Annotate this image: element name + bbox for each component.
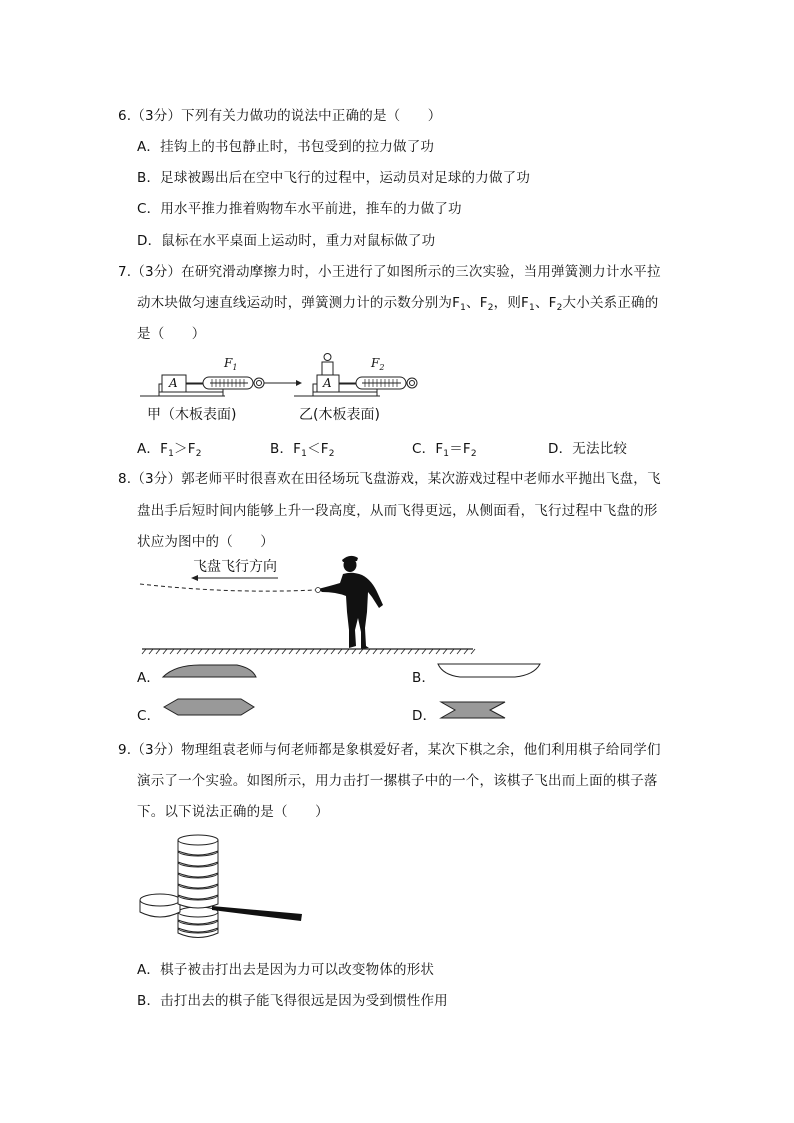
q6-option-b[interactable]: B．足球被踢出后在空中飞行的过程中，运动员对足球的力做了功 <box>137 170 531 186</box>
block-a-2-label: A <box>323 376 332 390</box>
frisbee-direction-label: 飞盘飞行方向 <box>193 559 277 575</box>
q7-stem-line2: 动木块做匀速直线运动时，弹簧测力计的示数分别为$F_1$、$F_2$，则$F_1$、$F_2$大小关系正确的 <box>137 295 659 313</box>
caption-jia: 甲（木板表面) <box>147 407 237 423</box>
q8-option-d[interactable]: D． <box>412 708 437 724</box>
q6-option-a[interactable]: A．挂钩上的书包静止时，书包受到的拉力做了功 <box>137 139 435 155</box>
q8-option-b[interactable]: B． <box>412 670 436 686</box>
f2-label: $F_2$ <box>371 356 385 372</box>
q9-stem-line3: 下。以下说法正确的是（ ） <box>137 804 329 820</box>
block-a-1-label: A <box>169 376 178 390</box>
q6-option-c[interactable]: C．用水平推力推着购物车水平前进，推车的力做了功 <box>137 201 462 217</box>
chess-stack <box>140 835 218 938</box>
q7-option-a[interactable]: A．$F_1>F_2$ <box>137 441 202 459</box>
hitting-stick <box>212 906 302 921</box>
caption-yi: 乙(木板表面) <box>299 407 380 423</box>
q6-stem: 6.（3分）下列有关力做功的说法中正确的是（ ） <box>118 108 442 124</box>
q6-option-d[interactable]: D．鼠标在水平桌面上运动时，重力对鼠标做了功 <box>137 233 436 249</box>
q9-option-a[interactable]: A．棋子被击打出去是因为力可以改变物体的形状 <box>137 962 435 978</box>
q7-stem-line1: 7.（3分）在研究滑动摩擦力时，小王进行了如图所示的三次实验，当用弹簧测力计水平拉 <box>118 264 661 280</box>
q8-option-a[interactable]: A． <box>137 670 161 686</box>
q8-stem-line1: 8.（3分）郭老师平时很喜欢在田径场玩飞盘游戏，某次游戏过程中老师水平抛出飞盘，飞 <box>118 471 661 487</box>
q7-option-c[interactable]: C．$F_1=F_2$ <box>412 441 477 459</box>
q9-option-b[interactable]: B．击打出去的棋子能飞得很远是因为受到惯性作用 <box>137 993 448 1009</box>
q9-stem-line1: 9.（3分）物理组袁老师与何老师都是象棋爱好者，某次下棋之余，他们利用棋子给同学们 <box>118 742 661 758</box>
q9-stem-line2: 演示了一个实验。如图所示，用力击打一摞棋子中的一个，该棋子飞出而上面的棋子落 <box>137 773 658 789</box>
q8-stem-line3: 状应为图中的（ ） <box>137 534 274 550</box>
q7-option-d[interactable]: D．无法比较 <box>548 441 628 457</box>
q8-stem-line2: 盘出手后短时间内能够上升一段高度，从而飞得更远，从侧面看，飞行过程中飞盘的形 <box>137 503 658 519</box>
q7-stem-line3: 是（ ） <box>137 326 206 342</box>
f1-label: $F_1$ <box>224 356 238 372</box>
q7-option-b[interactable]: B．$F_1<F_2$ <box>270 441 335 459</box>
q8-option-c[interactable]: C． <box>137 708 161 724</box>
